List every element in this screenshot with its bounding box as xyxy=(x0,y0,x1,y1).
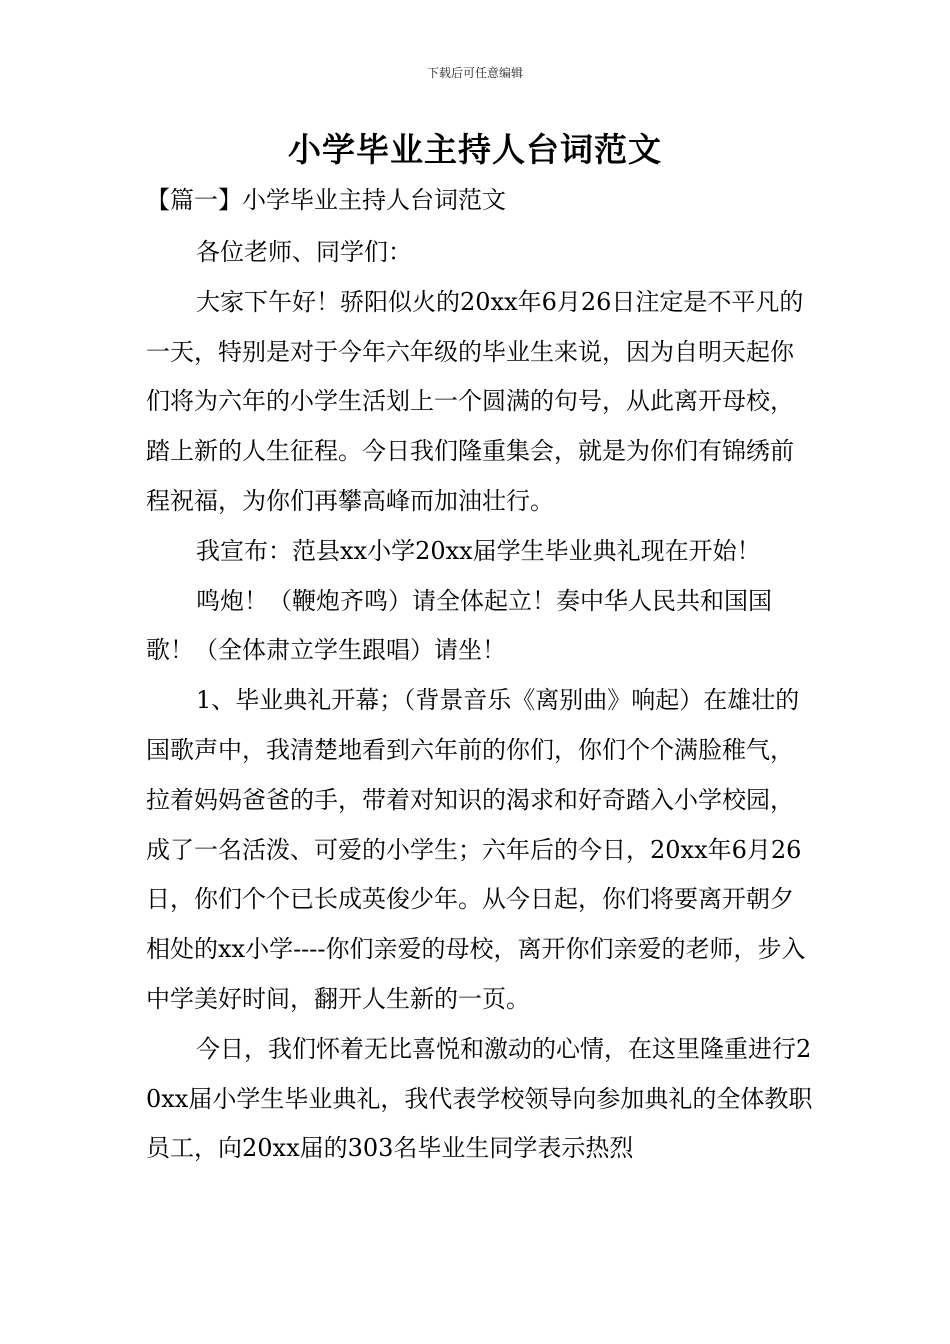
paragraph-anthem: 鸣炮！（鞭炮齐鸣）请全体起立！奏中华人民共和国国歌！（全体肃立学生跟唱）请坐！ xyxy=(146,586,772,665)
section-heading: 【篇一】小学毕业主持人台词范文 xyxy=(146,186,506,214)
document-body xyxy=(146,228,816,1174)
paragraph-opening: 大家下午好！骄阳似火的20xx年6月26日注定是不平凡的一天，特别是对于今年六年级的毕业生来说，因为自明天起你们将为六年的小学生活划上一个圆满的句号，从此离开母校，踏上新的人生征程。今日我们隆重集会，就是为你们有锦绣前程祝福，为你们再攀高峰而加油壮行。 xyxy=(146,287,804,515)
page-header-note: 下载后可任意编辑 xyxy=(426,66,523,80)
paragraph-ceremony-opening: 1、毕业典礼开幕；（背景音乐《离别曲》响起）在雄壮的国歌声中，我清楚地看到六年前的你们，你们个个满脸稚气，拉着妈妈爸爸的手，带着对知识的渴求和好奇踏入小学校园，成了一名活泼、可爱的小学生；六年后的今日，20xx年6月26日，你们个个已长成英俊少年。从今日起，你们将要离开朝夕相处的xx小学----你们亲爱的母校，离开你们亲爱的老师，步入中学美好时间，翻开人生新的一页。 xyxy=(146,686,806,1013)
paragraph-announcement: 我宣布：范县xx小学20xx届学生毕业典礼现在开始！ xyxy=(196,536,761,565)
document-title: 小学毕业主持人台词范文 xyxy=(288,130,662,169)
paragraph-greeting: 各位老师、同学们： xyxy=(196,238,412,266)
paragraph-today: 今日，我们怀着无比喜悦和激动的心情，在这里隆重进行20xx届小学生毕业典礼，我代表学校领导向参加典礼的全体教职员工，向20xx届的303名毕业生同学表示热烈 xyxy=(146,1034,813,1163)
